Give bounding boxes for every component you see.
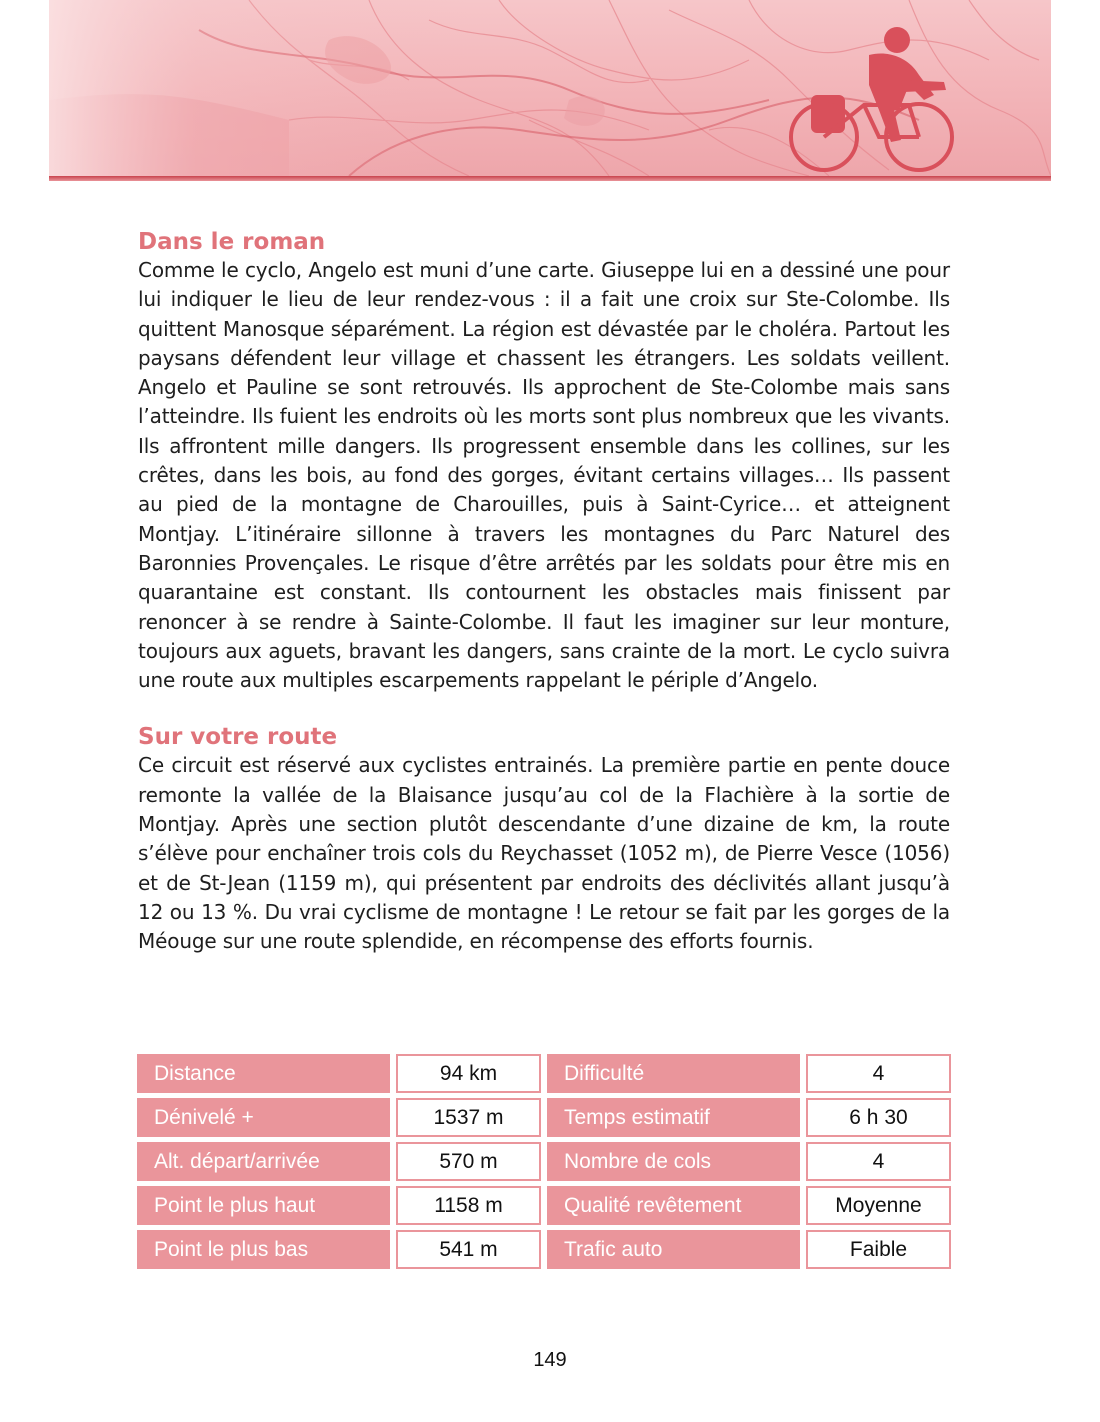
main-content <box>138 228 950 957</box>
cyclist-icon <box>811 27 946 142</box>
route-stats-table <box>137 1054 951 1269</box>
stat-value-altitude: 570 m <box>396 1142 541 1181</box>
stat-value-point-bas: 541 m <box>396 1230 541 1269</box>
stat-value-revetement: Moyenne <box>806 1186 951 1225</box>
stat-value-point-haut: 1158 m <box>396 1186 541 1225</box>
stat-value-trafic: Faible <box>806 1230 951 1269</box>
stat-label-temps: Temps estimatif <box>547 1098 800 1137</box>
stat-label-denivele: Dénivelé + <box>137 1098 390 1137</box>
stat-label-trafic: Trafic auto <box>547 1230 800 1269</box>
stat-value-temps: 6 h 30 <box>806 1098 951 1137</box>
stat-label-altitude: Alt. départ/arrivée <box>137 1142 390 1181</box>
stat-label-point-haut: Point le plus haut <box>137 1186 390 1225</box>
stat-label-cols: Nombre de cols <box>547 1142 800 1181</box>
stat-label-point-bas: Point le plus bas <box>137 1230 390 1269</box>
map-illustration <box>49 0 1051 176</box>
page-number: 149 <box>533 1349 567 1371</box>
section-title: Dans le roman <box>138 229 326 255</box>
section-dans-le-roman <box>138 228 950 695</box>
header-banner <box>49 0 1051 176</box>
section-sur-votre-route <box>138 723 950 956</box>
section-text: Ce circuit est réservé aux cyclistes entrainés. La première partie en pente douce remonte la vallée de la Blaisance jusqu’au col de la Flachière à la sortie de Montjay. Après une section plutôt descendante d’une dizaine de km, la route s’élève pour enchaîner trois cols du Reychasset (1052 m), de Pierre Vesce (1056) et de St-Jean (1159 m), qui présentent par endroits des déclivités allant jusqu’à 12 ou 13 %. Du vrai cyclisme de montagne ! Le retour se fait par les gorges de la Méouge sur une route splendide, en récompense des efforts fournis. <box>138 753 950 954</box>
stat-label-difficulte: Difficulté <box>547 1054 800 1093</box>
stat-value-cols: 4 <box>806 1142 951 1181</box>
stat-value-denivele: 1537 m <box>396 1098 541 1137</box>
section-text: Comme le cyclo, Angelo est muni d’une carte. Giuseppe lui en a dessiné une pour lui indiquer le lieu de leur rendez-vous : il a fait une croix sur Ste-Colombe. Ils quittent Manosque séparément. La région est dévastée par le choléra. Partout les paysans défendent leur village et chassent les étrangers. Les soldats veillent. Angelo et Pauline se sont retrouvés. Ils approchent de Ste-Colombe mais sans l’atteindre. Ils fuient les endroits où les morts sont plus nombreux que les vivants. Ils affrontent mille dangers. Ils progressent ensemble dans les collines, sur les crêtes, dans les bois, au fond des gorges, évitant certains villages… Ils passent au pied de la montagne de Charouilles, puis à Saint-Cyrice… et atteignent Montjay. L’itinéraire sillonne à travers les montagnes du Parc Naturel des Baronnies Provençales. Le risque d’être arrêtés par les soldats pour être mis en quarantaine est constant. Ils contournent les obstacles mais finissent par renoncer à se rendre à Sainte-Colombe. Il faut les imaginer sur leur monture, toujours aux aguets, bravant les dangers, sans crainte de la mort. Le cyclo suivra une route aux multiples escarpements rappelant le périple d’Angelo. <box>138 258 950 693</box>
header-rule <box>49 176 1051 181</box>
stat-label-distance: Distance <box>137 1054 390 1093</box>
stat-value-distance: 94 km <box>396 1054 541 1093</box>
stat-value-difficulte: 4 <box>806 1054 951 1093</box>
stat-label-revetement: Qualité revêtement <box>547 1186 800 1225</box>
section-title: Sur votre route <box>138 724 338 751</box>
